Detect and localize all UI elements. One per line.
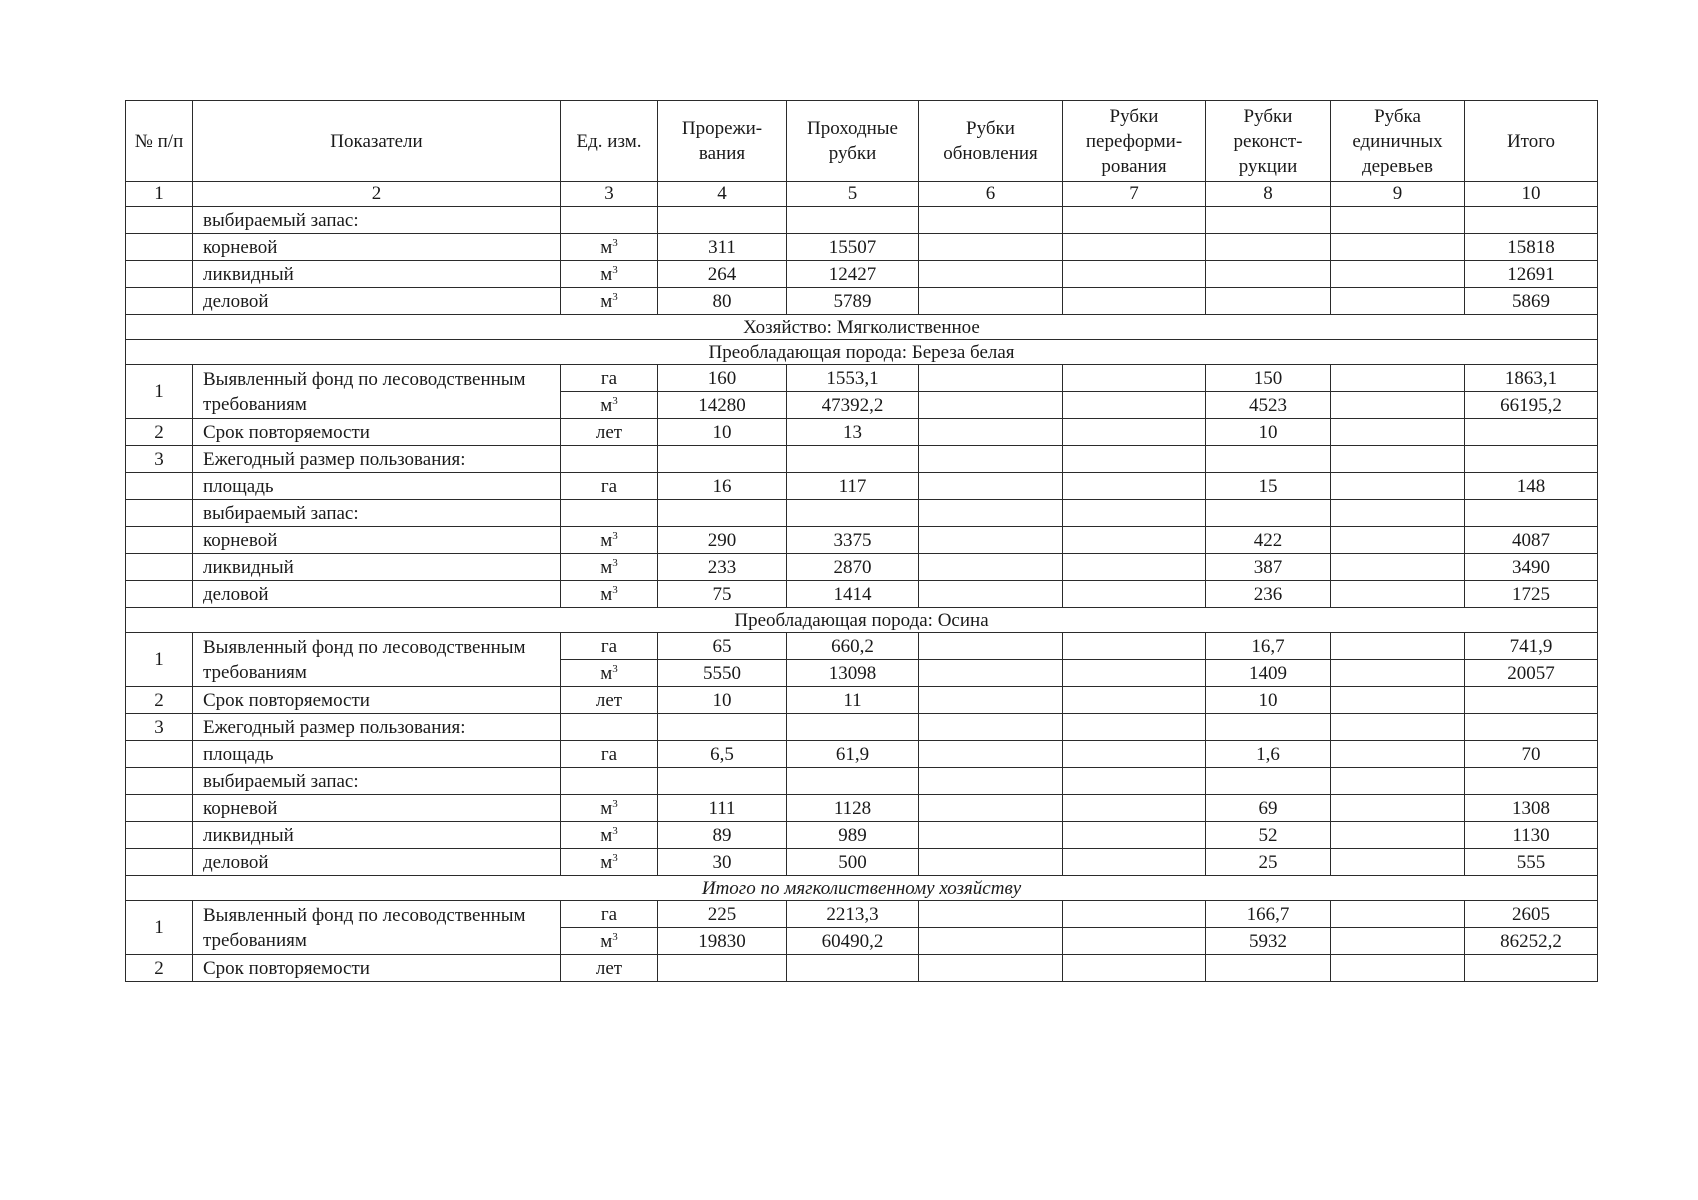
value-cell: 1409 xyxy=(1206,660,1331,687)
row-label: выбираемый запас: xyxy=(193,207,561,234)
table-row xyxy=(126,687,1598,714)
value-cell: 10 xyxy=(1206,687,1331,714)
value-cell: 1,6 xyxy=(1206,741,1331,768)
row-label: Срок повторяемости xyxy=(193,687,561,714)
unit-cell: $м^3$ xyxy=(561,234,658,261)
table-row xyxy=(126,849,1598,876)
column-number: 8 xyxy=(1206,182,1331,207)
row-label: деловой xyxy=(193,581,561,608)
forest-harvest-table-page xyxy=(125,100,1597,982)
unit-cell: $м^3$ xyxy=(561,527,658,554)
column-number: 10 xyxy=(1465,182,1598,207)
total-cell: 20057 xyxy=(1465,660,1598,687)
row-label: Ежегодный размер пользования: xyxy=(193,714,561,741)
value-cell: 65 xyxy=(658,633,787,660)
unit-cell: $м^3$ xyxy=(561,392,658,419)
row-label: корневой xyxy=(193,795,561,822)
row-number: 1 xyxy=(126,365,193,419)
total-cell: 86252,2 xyxy=(1465,928,1598,955)
table-row xyxy=(126,288,1598,315)
header-reformation-cuttings: Рубки переформи-рования xyxy=(1063,101,1206,182)
section-title-total: Итого по мягколиственному хозяйству xyxy=(126,876,1598,901)
row-label: Выявленный фонд по лесоводственным требованиям xyxy=(193,901,561,955)
unit-cell: $м^3$ xyxy=(561,554,658,581)
value-cell: 989 xyxy=(787,822,919,849)
section-row xyxy=(126,340,1598,365)
unit-cell: $м^3$ xyxy=(561,795,658,822)
table-row xyxy=(126,768,1598,795)
section-row xyxy=(126,876,1598,901)
total-cell: 148 xyxy=(1465,473,1598,500)
total-cell: 1308 xyxy=(1465,795,1598,822)
unit-cell: $м^3$ xyxy=(561,288,658,315)
value-cell: 117 xyxy=(787,473,919,500)
header-renewal-cuttings: Рубки обновления xyxy=(919,101,1063,182)
value-cell: 60490,2 xyxy=(787,928,919,955)
row-number: 2 xyxy=(126,955,193,982)
row-number: 2 xyxy=(126,419,193,446)
total-cell: 70 xyxy=(1465,741,1598,768)
value-cell: 2213,3 xyxy=(787,901,919,928)
row-number: 3 xyxy=(126,446,193,473)
unit-cell: лет xyxy=(561,955,658,982)
value-cell: 5932 xyxy=(1206,928,1331,955)
row-number: 1 xyxy=(126,901,193,955)
unit-cell: $м^3$ xyxy=(561,928,658,955)
value-cell: 25 xyxy=(1206,849,1331,876)
row-label: ликвидный xyxy=(193,554,561,581)
total-cell: 1725 xyxy=(1465,581,1598,608)
column-number: 6 xyxy=(919,182,1063,207)
section-title-birch: Преобладающая порода: Береза белая xyxy=(126,340,1598,365)
value-cell: 150 xyxy=(1206,365,1331,392)
row-label: ликвидный xyxy=(193,822,561,849)
row-label: выбираемый запас: xyxy=(193,500,561,527)
row-label: площадь xyxy=(193,473,561,500)
value-cell: 311 xyxy=(658,234,787,261)
value-cell: 160 xyxy=(658,365,787,392)
row-label: площадь xyxy=(193,741,561,768)
header-thinning: Прорежи-вания xyxy=(658,101,787,182)
unit-cell: га xyxy=(561,741,658,768)
header-single-tree-cutting: Рубка единичных деревьев xyxy=(1331,101,1465,182)
value-cell: 290 xyxy=(658,527,787,554)
value-cell: 2870 xyxy=(787,554,919,581)
table-row xyxy=(126,822,1598,849)
value-cell: 13 xyxy=(787,419,919,446)
value-cell: 500 xyxy=(787,849,919,876)
total-cell: 66195,2 xyxy=(1465,392,1598,419)
total-cell: 4087 xyxy=(1465,527,1598,554)
table-row xyxy=(126,446,1598,473)
value-cell: 236 xyxy=(1206,581,1331,608)
value-cell: 225 xyxy=(658,901,787,928)
value-cell: 61,9 xyxy=(787,741,919,768)
value-cell: 6,5 xyxy=(658,741,787,768)
table-row xyxy=(126,955,1598,982)
unit-cell: $м^3$ xyxy=(561,660,658,687)
table-row xyxy=(126,500,1598,527)
value-cell: 5789 xyxy=(787,288,919,315)
header-unit: Ед. изм. xyxy=(561,101,658,182)
header-number: № п/п xyxy=(126,101,193,182)
total-cell: 741,9 xyxy=(1465,633,1598,660)
value-cell: 422 xyxy=(1206,527,1331,554)
table-row xyxy=(126,527,1598,554)
row-label: Срок повторяемости xyxy=(193,419,561,446)
row-label: Срок повторяемости xyxy=(193,955,561,982)
table-row xyxy=(126,365,1598,392)
column-number-row xyxy=(126,182,1598,207)
unit-cell: га xyxy=(561,633,658,660)
total-cell: 15818 xyxy=(1465,234,1598,261)
value-cell: 3375 xyxy=(787,527,919,554)
value-cell: 19830 xyxy=(658,928,787,955)
column-number: 9 xyxy=(1331,182,1465,207)
value-cell: 4523 xyxy=(1206,392,1331,419)
value-cell: 1414 xyxy=(787,581,919,608)
total-cell: 1863,1 xyxy=(1465,365,1598,392)
table-row xyxy=(126,261,1598,288)
unit-cell: $м^3$ xyxy=(561,581,658,608)
unit-cell: га xyxy=(561,473,658,500)
header-reconstruction-cuttings: Рубки реконст-рукции xyxy=(1206,101,1331,182)
unit-cell: га xyxy=(561,901,658,928)
value-cell: 1128 xyxy=(787,795,919,822)
table-row xyxy=(126,741,1598,768)
table-row xyxy=(126,234,1598,261)
row-label: Ежегодный размер пользования: xyxy=(193,446,561,473)
value-cell: 264 xyxy=(658,261,787,288)
table-row xyxy=(126,473,1598,500)
total-cell: 12691 xyxy=(1465,261,1598,288)
header-indicators: Показатели xyxy=(193,101,561,182)
row-number: 3 xyxy=(126,714,193,741)
value-cell: 13098 xyxy=(787,660,919,687)
table-row xyxy=(126,795,1598,822)
value-cell: 16 xyxy=(658,473,787,500)
column-number: 2 xyxy=(193,182,561,207)
value-cell: 111 xyxy=(658,795,787,822)
section-title-aspen: Преобладающая порода: Осина xyxy=(126,608,1598,633)
row-label: корневой xyxy=(193,527,561,554)
row-label: деловой xyxy=(193,288,561,315)
value-cell: 16,7 xyxy=(1206,633,1331,660)
table-row xyxy=(126,901,1598,928)
value-cell: 233 xyxy=(658,554,787,581)
value-cell: 69 xyxy=(1206,795,1331,822)
value-cell: 15507 xyxy=(787,234,919,261)
header-total: Итого xyxy=(1465,101,1598,182)
column-number: 4 xyxy=(658,182,787,207)
value-cell: 12427 xyxy=(787,261,919,288)
total-cell: 3490 xyxy=(1465,554,1598,581)
value-cell: 11 xyxy=(787,687,919,714)
value-cell: 89 xyxy=(658,822,787,849)
total-cell: 555 xyxy=(1465,849,1598,876)
row-number: 1 xyxy=(126,633,193,687)
value-cell: 5550 xyxy=(658,660,787,687)
column-number: 7 xyxy=(1063,182,1206,207)
total-cell: 5869 xyxy=(1465,288,1598,315)
value-cell: 75 xyxy=(658,581,787,608)
header-row xyxy=(126,101,1598,182)
column-number: 3 xyxy=(561,182,658,207)
section-title-economy: Хозяйство: Мягколиственное xyxy=(126,315,1598,340)
table-row xyxy=(126,581,1598,608)
value-cell: 10 xyxy=(658,419,787,446)
section-row xyxy=(126,608,1598,633)
table-row xyxy=(126,633,1598,660)
row-label: Выявленный фонд по лесоводственным требованиям xyxy=(193,365,561,419)
unit-cell: $м^3$ xyxy=(561,261,658,288)
row-label: деловой xyxy=(193,849,561,876)
value-cell: 660,2 xyxy=(787,633,919,660)
value-cell: 80 xyxy=(658,288,787,315)
value-cell: 47392,2 xyxy=(787,392,919,419)
row-number: 2 xyxy=(126,687,193,714)
total-cell: 2605 xyxy=(1465,901,1598,928)
unit-cell: $м^3$ xyxy=(561,849,658,876)
header-commercial-thinning: Проходные рубки xyxy=(787,101,919,182)
value-cell: 387 xyxy=(1206,554,1331,581)
column-number: 1 xyxy=(126,182,193,207)
unit-cell: га xyxy=(561,365,658,392)
row-label: ликвидный xyxy=(193,261,561,288)
value-cell: 166,7 xyxy=(1206,901,1331,928)
row-label: Выявленный фонд по лесоводственным требованиям xyxy=(193,633,561,687)
value-cell: 15 xyxy=(1206,473,1331,500)
value-cell: 52 xyxy=(1206,822,1331,849)
column-number: 5 xyxy=(787,182,919,207)
table-row xyxy=(126,207,1598,234)
value-cell: 1553,1 xyxy=(787,365,919,392)
row-label: корневой xyxy=(193,234,561,261)
section-row xyxy=(126,315,1598,340)
value-cell: 14280 xyxy=(658,392,787,419)
row-label: выбираемый запас: xyxy=(193,768,561,795)
value-cell: 30 xyxy=(658,849,787,876)
table-row xyxy=(126,419,1598,446)
table-row xyxy=(126,714,1598,741)
table-row xyxy=(126,554,1598,581)
unit-cell: лет xyxy=(561,419,658,446)
value-cell: 10 xyxy=(1206,419,1331,446)
total-cell: 1130 xyxy=(1465,822,1598,849)
harvest-table xyxy=(125,100,1598,982)
value-cell: 10 xyxy=(658,687,787,714)
unit-cell: $м^3$ xyxy=(561,822,658,849)
unit-cell: лет xyxy=(561,687,658,714)
